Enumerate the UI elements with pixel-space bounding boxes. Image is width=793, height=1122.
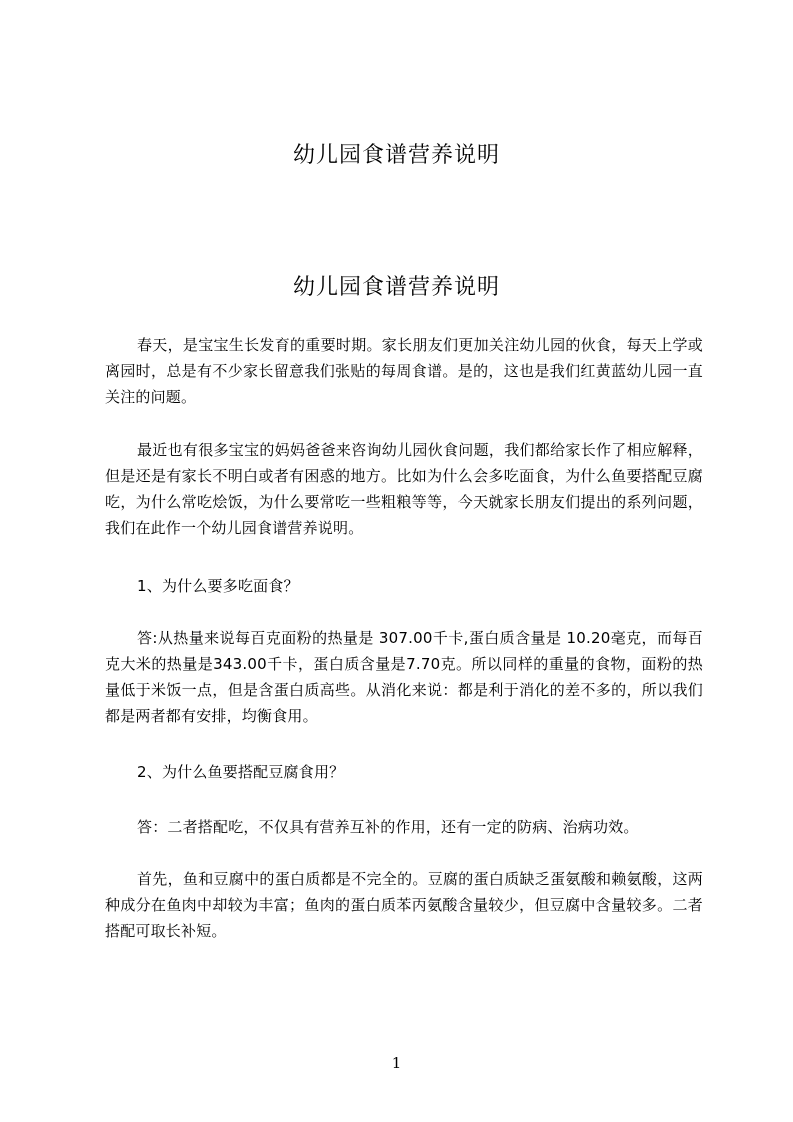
answer-1: 答:从热量来说每百克面粉的热量是 307.00千卡,蛋白质含量是 10.20毫克，而每百克大米的热量是343.00千卡，蛋白质含量是7.70克。所以同样的重量的食物，面粉的热量低于米饭一点，但是含蛋白质高些。从消化来说：都是利于消化的差不多的，所以我们都是两者都有安排，均衡食用。 (105, 629, 703, 725)
paragraph-first-reason: 首先，鱼和豆腐中的蛋白质都是不完全的。豆腐的蛋白质缺乏蛋氨酸和赖氨酸，这两种成分在鱼肉中却较为丰富；鱼肉的蛋白质苯丙氨酸含量较少，但豆腐中含量较多。二者搭配可取长补短。 (105, 870, 703, 940)
page-heading: 幼儿园食谱营养说明 (292, 275, 500, 300)
paragraph-questions: 最近也有很多宝宝的妈妈爸爸来咨询幼儿园伙食问题，我们都给家长作了相应解释，但是还是有家长不明白或者有困惑的地方。比如为什么会多吃面食，为什么鱼要搭配豆腐吃，为什么常吃烩饭，为什么要常吃一些粗粮等等，今天就家长朋友们提出的系列问题，我们在此作一个幼儿园食谱营养说明。 (105, 441, 703, 537)
answer-2: 答：二者搭配吃，不仅具有营养互补的作用，还有一定的防病、治病功效。 (137, 818, 639, 836)
paragraph-intro: 春天，是宝宝生长发育的重要时期。家长朋友们更加关注幼儿园的伙食，每天上学或离园时，总是有不少家长留意我们张贴的每周食谱。是的，这也是我们红黄蓝幼儿园一直关注的问题。 (105, 336, 703, 406)
page-number: 1 (391, 1054, 402, 1072)
question-2: 2、为什么鱼要搭配豆腐食用？ (137, 763, 345, 781)
cover-title: 幼儿园食谱营养说明 (292, 143, 500, 168)
question-1: 1、为什么要多吃面食？ (137, 577, 299, 595)
